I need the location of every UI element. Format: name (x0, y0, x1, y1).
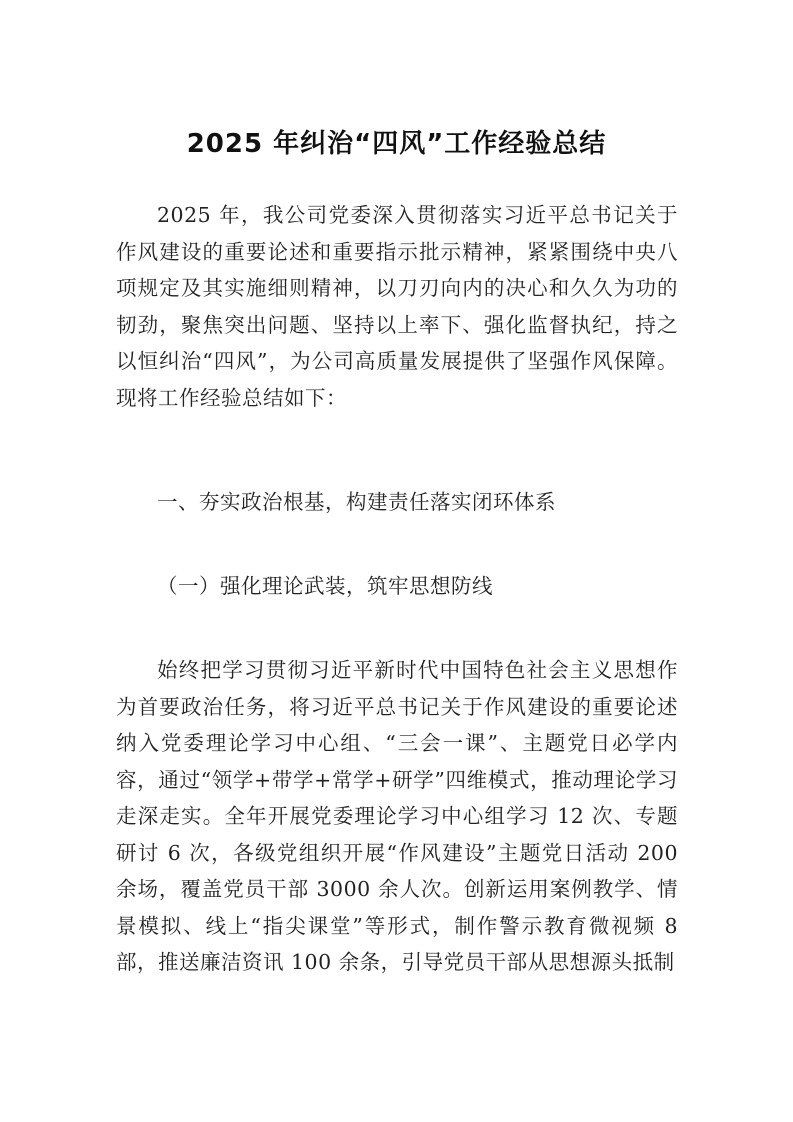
document-title: 2025 年纠治“四风”工作经验总结 (186, 129, 607, 159)
body-paragraph: 始终把学习贯彻习近平新时代中国特色社会主义思想作为首要政治任务，将习近平总书记关于作风建设的重要论述纳入党委理论学习中心组、“三会一课”、主题党日必学内容，通过“领学+带学+常学+研学”四维模式，推动理论学习走深走实。全年开展党委理论学习中心组学习 12 次、专题研讨 6 次，各级党组织开展“作风建设”主题党日活动 200 余场，覆盖党员干部 3000 余人次。创新运用案例教学、情景模拟、线上“指尖课堂”等形式，制作警示教育微视频 8 部，推送廉洁资讯 100 余条，引导党员干部从思想源头抵制 (116, 658, 678, 974)
intro-paragraph: 2025 年，我公司党委深入贯彻落实习近平总书记关于作风建设的重要论述和重要指示批示精神，紧紧围绕中央八项规定及其实施细则精神，以刀刃向内的决心和久久为功的韧劲，聚焦突出问题、坚持以上率下、强化监督执纪，持之以恒纠治“四风”，为公司高质量发展提供了坚强作风保障。现将工作经验总结如下： (116, 203, 678, 410)
section-heading: 一、夯实政治根基，构建责任落实闭环体系 (157, 490, 556, 514)
subsection-heading: （一）强化理论武装，筑牢思想防线 (157, 574, 493, 598)
